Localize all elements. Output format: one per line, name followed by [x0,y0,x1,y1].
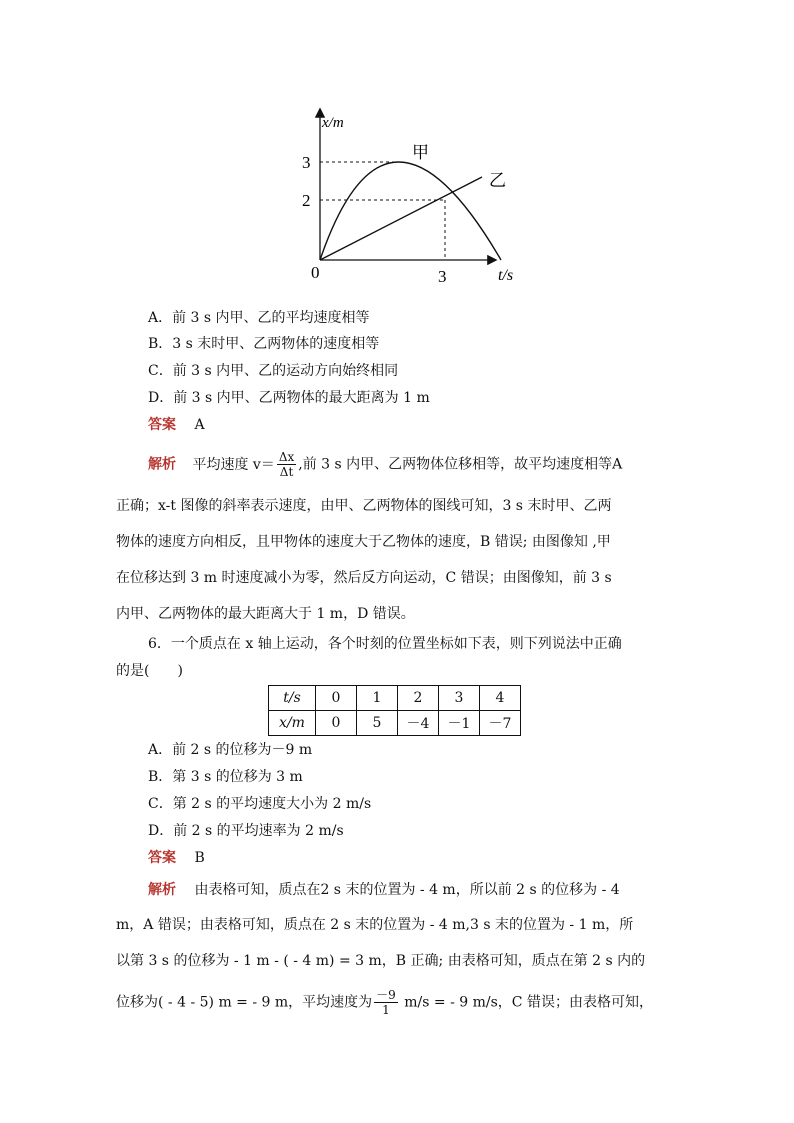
q6-analysis-line-3: 以第 3 s 的位移为 - 1 m - ( - 4 m) = 3 m，B 正确; 由表格可知，质点在第 2 s 内的 [116,953,646,969]
q6-option-c: C．第 2 s 的平均速度大小为 2 m/s [148,796,372,812]
q5-answer [148,415,205,435]
table-header-t: t/s [269,686,316,711]
analysis-text: 平均速度 v＝ [192,456,275,473]
answer-value: A [194,417,205,433]
fraction-minus9-over-1: $\frac{-9}{1}$ [376,988,396,1017]
q6-option-b: B．第 3 s 的位移为 3 m [148,769,303,785]
table-cell: 1 [357,686,398,711]
x-tick-3: 3 [438,267,447,286]
table-row [269,711,521,736]
q5-analysis-line-1 [148,450,622,479]
analysis-label: 解析 [148,882,176,898]
table-row [269,686,521,711]
label-yi: 乙 [489,171,506,191]
q6-option-a: A．前 2 s 的位移为－9 m [148,742,313,758]
x-t-graph [290,100,535,295]
analysis-text: m/s = - 9 m/s，C 错误；由表格可知， [399,994,653,1011]
line-yi [320,177,482,260]
table-cell: 5 [357,711,398,736]
table-cell: －7 [480,711,521,736]
table-cell: 4 [480,686,521,711]
q5-option-c: C．前 3 s 内甲、乙的运动方向始终相同 [148,363,399,379]
analysis-label: 解析 [148,456,176,473]
table-cell: －4 [398,711,439,736]
q6-option-d: D．前 2 s 的平均速率为 2 m/s [148,823,344,839]
curve-jia [320,162,501,260]
q5-analysis-line-5: 内甲、乙两物体的最大距离大于 1 m，D 错误。 [116,606,415,622]
analysis-text: 由表格可知，质点在2 s 末的位置为 - 4 m，所以前 2 s 的位移为 - 4 [194,882,620,898]
label-jia: 甲 [412,143,429,163]
q6-stem-line-1: 6．一个质点在 x 轴上运动，各个时刻的位置坐标如下表，则下列说法中正确 [148,636,622,652]
answer-label: 答案 [148,850,176,866]
y-tick-2: 2 [302,191,311,210]
y-tick-3: 3 [302,153,311,172]
table-header-x: x/m [269,711,316,736]
q6-analysis-line-4 [116,988,653,1017]
q5-option-d: D．前 3 s 内甲、乙两物体的最大距离为 1 m [148,390,430,406]
table-cell: －1 [439,711,480,736]
q5-analysis-line-3: 物体的速度方向相反，且甲物体的速度大于乙物体的速度，B 错误; 由图像知 ,甲 [116,534,611,550]
x-axis-label: t/s [498,267,514,284]
table-cell: 2 [398,686,439,711]
origin-label: 0 [311,263,320,282]
q6-answer [148,848,205,868]
table-cell: 0 [316,686,357,711]
answer-value: B [194,850,205,866]
q5-option-b: B．3 s 末时甲、乙两物体的速度相等 [148,336,380,352]
table-cell: 3 [439,686,480,711]
analysis-text: 位移为( - 4 - 5) m = - 9 m，平均速度为 [116,994,373,1011]
q6-analysis-line-1 [148,880,620,900]
q5-option-a: A．前 3 s 内甲、乙的平均速度相等 [148,310,370,326]
y-axis-label: x/m [322,115,344,131]
q6-analysis-line-2: m，A 错误；由表格可知，质点在 2 s 末的位置为 - 4 m,3 s 末的位置为 - 1 m，所 [116,917,634,933]
q6-stem-line-2: 的是( ) [116,663,183,679]
answer-label: 答案 [148,417,176,433]
q5-analysis-line-2: 正确；x-t 图像的斜率表示速度，由甲、乙两物体的图线可知，3 s 末时甲、乙两 [116,498,612,514]
table-cell: 0 [316,711,357,736]
analysis-text: ,前 3 s 内甲、乙两物体位移相等，故平均速度相等A [298,456,623,473]
q5-analysis-line-4: 在位移达到 3 m 时速度减小为零，然后反方向运动，C 错误；由图像知，前 3 s [116,570,612,586]
position-table [268,685,521,736]
fraction-dx-dt: $\frac{\Delta x}{\Delta t}$ [278,450,295,479]
